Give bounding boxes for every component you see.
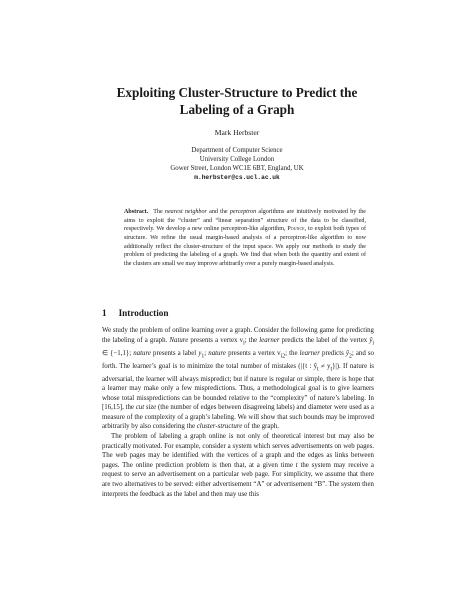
affiliation-univ: University College London xyxy=(199,155,275,163)
affiliation-address: Gower Street, London WC1E 6BT, England, UK xyxy=(170,164,304,172)
text-run: the system may receive a request to serve an advertisement on a particular web page. For simplicity, we assume that there are two alternatives to be served: either advertisement “A” or advertisement “B”. The system then interprets the feedback as the label and then may use this xyxy=(102,461,374,498)
text-run: ; and so forth. The learner’s goal is to minimize the total number of mistakes (|{t : ŷ xyxy=(102,349,375,370)
italic-span: learner xyxy=(259,336,280,344)
italic-span: t xyxy=(295,461,298,469)
subscript: i2 xyxy=(280,352,286,359)
subscript: t xyxy=(330,365,333,372)
author-email: m.herbster@cs.ucl.ac.uk xyxy=(194,173,280,181)
text-run: presents a label xyxy=(150,349,199,357)
text-run: ; the xyxy=(285,349,300,357)
italic-span: Nature xyxy=(169,336,189,344)
italic-span: cut size xyxy=(135,404,157,412)
affiliation-dept: Department of Computer Science xyxy=(191,147,283,154)
italic-span: nature xyxy=(208,349,226,357)
italic-span: learner xyxy=(299,349,320,357)
paper-title xyxy=(80,84,394,118)
text-run: of the graph. xyxy=(242,423,280,431)
author-name: Mark Herbster xyxy=(214,128,260,137)
abstract-label: Abstract. xyxy=(124,209,149,215)
subscript: 2 xyxy=(348,352,352,359)
text-run: presents a vertex v xyxy=(225,349,281,357)
section-number: 1 xyxy=(102,308,107,318)
subscript: 1 xyxy=(201,352,205,359)
text-run: and the xyxy=(206,209,230,215)
text-run: The problem of labeling a graph online is not only of theoretical interest but may also be practically motivated. For example, consider a system which serves advertisements on web pages. The web pages may be identified with the vertices of a graph and the edges as links between pages. The online prediction problem is then that, at a given time xyxy=(102,433,374,469)
text-run: (the number of edges between disagreeing labels) and diameter were used as a measure of the complexity of a graph’s labeling. We will show that such bounds may be improved arbitrarily by also considering the xyxy=(102,404,374,431)
italic-span: ŷ xyxy=(369,336,373,344)
text-run: ∈ {−1,1}; xyxy=(102,349,134,357)
text-run: ≠ y xyxy=(318,362,331,370)
text-run: ; the xyxy=(244,336,260,344)
subscript: i xyxy=(243,339,245,346)
section-title: Introduction xyxy=(118,308,169,318)
text-run: , to exploit both types of structure. We refine the usual margin-based analysis of a perceptron-like algorithm to now additionally reflect the cluster-structure of the input space. We apply our methods to study the problem of predicting the labeling of a graph. We find that when both the quantity and extent of the clusters are small we may improve arbitrarily over a purely margin-based analysis. xyxy=(124,226,366,267)
italic-span: y xyxy=(198,349,202,357)
title-line-2: Labeling of a Graph xyxy=(179,102,295,117)
body-paragraph xyxy=(102,432,374,499)
italic-span: perceptron xyxy=(229,209,257,215)
body-text xyxy=(102,326,374,499)
subscript: i xyxy=(372,339,374,346)
abstract-text xyxy=(124,209,366,267)
author-affiliation xyxy=(0,147,474,183)
text-run: predicts xyxy=(319,349,346,357)
subscript: t xyxy=(317,365,319,372)
text-run: ; xyxy=(204,349,209,357)
italic-span: nearest neighbor xyxy=(164,209,207,215)
section-heading xyxy=(102,308,168,318)
italic-span: nature xyxy=(133,349,151,357)
italic-span: cluster-structure xyxy=(196,423,243,431)
italic-span: ŷ xyxy=(345,349,349,357)
text-run: algorithms are intuitively motivated by the aims to exploit the “cluster” and “linear separation” structure of the data to be classified, respectively. We develop a new online perceptron-like algorithm, xyxy=(124,209,366,233)
text-run: The xyxy=(153,209,165,215)
algorithm-name: Pounce xyxy=(287,226,305,233)
abstract xyxy=(124,208,366,269)
text-run: presents a vertex v xyxy=(188,336,244,344)
body-paragraph xyxy=(102,326,374,432)
title-line-1: Exploiting Cluster-Structure to Predict the xyxy=(116,85,358,100)
text-run: We study the problem of online learning over a graph. Consider the following game for predicting the labeling of a graph. xyxy=(102,327,374,344)
text-run: }|). If nature is adversarial, the learner will always mispredict; but if nature is regular or simple, there is hope that a learner may make only a few mispredictions. Thus, a methodological goal is to give learners whose total misspredictions can be bounded relative to the “complexity” of nature’s labeling. In [16,15], the xyxy=(102,362,374,412)
text-run: predicts the label of the vertex xyxy=(279,336,370,344)
